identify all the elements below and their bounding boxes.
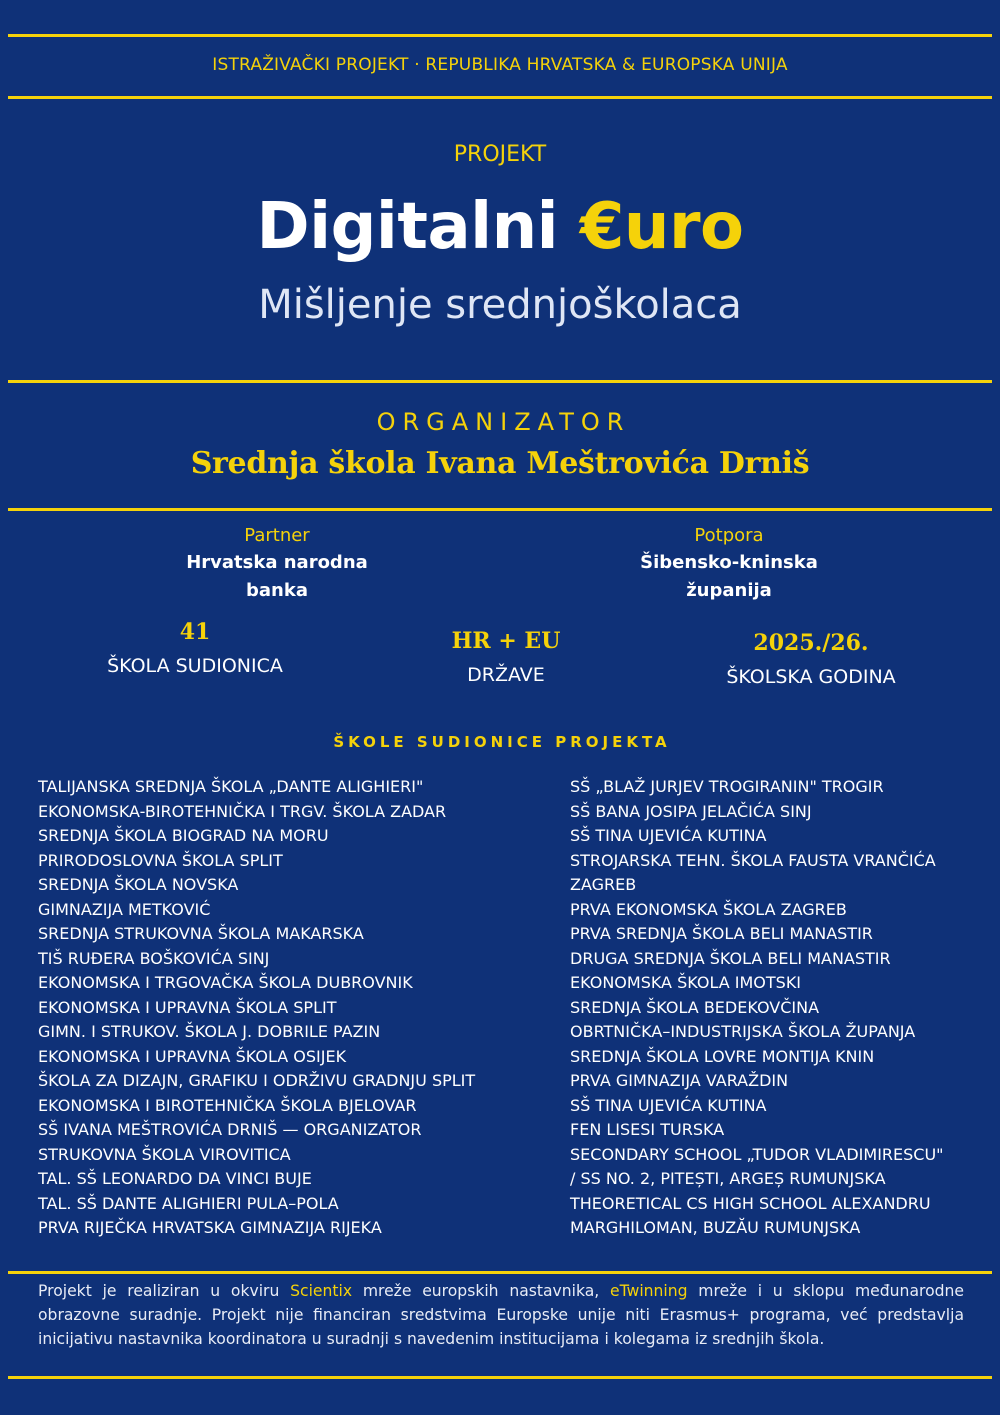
school-list-item: GIMNAZIJA METKOVIĆ bbox=[38, 899, 211, 919]
title-part-1: Digitalni bbox=[256, 190, 580, 264]
school-list-item: SŠ BANA JOSIPA JELAČIĆA SINJ bbox=[570, 801, 812, 821]
top-rule-2 bbox=[8, 96, 992, 99]
school-list-item: EKONOMSKA I UPRAVNA ŠKOLA SPLIT bbox=[38, 997, 337, 1017]
stat-year bbox=[681, 630, 941, 688]
school-list-item: MARGHILOMAN, BUZĂU RUMUNJSKA bbox=[570, 1218, 861, 1237]
support-name bbox=[579, 549, 879, 605]
school-list-item: ZAGREB bbox=[570, 875, 637, 894]
stat-countries-value: HR + EU bbox=[451, 628, 561, 654]
project-label: PROJEKT bbox=[453, 142, 547, 167]
school-list-item: OBRTNIČKA–INDUSTRIJSKA ŠKOLA ŽUPANJA bbox=[570, 1022, 916, 1041]
school-list-item: SŠ „BLAŽ JURJEV TROGIRANIN" TROGIR bbox=[570, 777, 884, 796]
top-rule-1 bbox=[8, 34, 992, 37]
school-list-item: SECONDARY SCHOOL „TUDOR VLADIMIRESCU" bbox=[570, 1144, 944, 1164]
top-banner: ISTRAŽIVAČKI PROJEKT · REPUBLIKA HRVATSKA & EUROPSKA UNIJA bbox=[212, 55, 788, 75]
school-list-item: SŠ TINA UJEVIĆA KUTINA bbox=[570, 1095, 767, 1115]
divider-rule-1 bbox=[8, 380, 992, 383]
stat-countries bbox=[376, 628, 636, 686]
support-label: Potpora bbox=[694, 525, 764, 546]
partner-label: Partner bbox=[244, 525, 310, 546]
stat-schools bbox=[65, 619, 325, 677]
school-list-item: EKONOMSKA I BIROTEHNIČKA ŠKOLA BJELOVAR bbox=[38, 1095, 417, 1115]
stat-schools-value: 41 bbox=[179, 619, 211, 645]
school-list-item: SŠ TINA UJEVIĆA KUTINA bbox=[570, 826, 767, 845]
partner-name-line-2: banka bbox=[246, 580, 308, 601]
school-list-item: PRVA GIMNAZIJA VARAŽDIN bbox=[570, 1071, 789, 1090]
footer-note bbox=[38, 1279, 964, 1351]
partner-block bbox=[127, 525, 427, 605]
schools-heading: ŠKOLE SUDIONICE PROJEKTA bbox=[333, 733, 671, 751]
school-list-item: THEORETICAL CS HIGH SCHOOL ALEXANDRU bbox=[570, 1193, 931, 1213]
organizer-name: Srednja škola Ivana Meštrovića Drniš bbox=[190, 446, 810, 481]
schools-list-left bbox=[38, 775, 538, 1241]
footer-text-2: mreže europskih nastavnika, bbox=[352, 1282, 611, 1300]
school-list-item: FEN LISESI TURSKA bbox=[570, 1120, 725, 1139]
school-list-item: GIMN. I STRUKOV. ŠKOLA J. DOBRILE PAZIN bbox=[38, 1022, 381, 1041]
school-list-item: PRIRODOSLOVNA ŠKOLA SPLIT bbox=[38, 850, 283, 870]
stat-countries-caption: DRŽAVE bbox=[467, 664, 545, 686]
support-name-line-2: županija bbox=[686, 580, 772, 601]
footer-rule-bottom bbox=[8, 1376, 992, 1379]
school-list-item: TAL. SŠ DANTE ALIGHIERI PULA–POLA bbox=[38, 1193, 339, 1213]
school-list-item: EKONOMSKA I UPRAVNA ŠKOLA OSIJEK bbox=[38, 1046, 347, 1066]
title-part-2: €uro bbox=[579, 190, 744, 264]
stat-year-value: 2025./26. bbox=[753, 630, 869, 656]
schools-list-right bbox=[570, 775, 980, 1241]
school-list-item: SREDNJA ŠKOLA NOVSKA bbox=[38, 875, 239, 894]
school-list-item: SREDNJA ŠKOLA BIOGRAD NA MORU bbox=[38, 826, 329, 845]
school-list-item: SREDNJA ŠKOLA LOVRE MONTIJA KNIN bbox=[570, 1046, 875, 1066]
support-name-line-1: Šibensko-kninska bbox=[640, 552, 818, 573]
school-list-item: TALIJANSKA SREDNJA ŠKOLA „DANTE ALIGHIERI" bbox=[38, 777, 424, 796]
school-list-item: TAL. SŠ LEONARDO DA VINCI BUJE bbox=[38, 1169, 312, 1188]
school-list-item: / SS NO. 2, PITEȘTI, ARGEȘ RUMUNJSKA bbox=[570, 1169, 886, 1188]
stat-year-caption: ŠKOLSKA GODINA bbox=[726, 666, 896, 688]
school-list-item: STRUKOVNA ŠKOLA VIROVITICA bbox=[38, 1144, 291, 1164]
school-list-item: SREDNJA STRUKOVNA ŠKOLA MAKARSKA bbox=[38, 924, 364, 943]
school-list-item: EKONOMSKA ŠKOLA IMOTSKI bbox=[570, 973, 802, 992]
page-subtitle: Mišljenje srednjoškolaca bbox=[258, 282, 742, 328]
scientix-link[interactable]: Scientix bbox=[290, 1282, 353, 1300]
school-list-item: EKONOMSKA I TRGOVAČKA ŠKOLA DUBROVNIK bbox=[38, 973, 413, 992]
organizer-label: ORGANIZATOR bbox=[376, 408, 631, 436]
divider-rule-2 bbox=[8, 508, 992, 511]
school-list-item: DRUGA SREDNJA ŠKOLA BELI MANASTIR bbox=[570, 948, 891, 968]
stat-schools-caption: ŠKOLA SUDIONICA bbox=[107, 655, 283, 677]
etwinning-link[interactable]: eTwinning bbox=[610, 1282, 688, 1300]
support-block bbox=[579, 525, 879, 605]
partner-name-line-1: Hrvatska narodna bbox=[186, 552, 368, 573]
school-list-item: PRVA RIJEČKA HRVATSKA GIMNAZIJA RIJEKA bbox=[38, 1218, 382, 1237]
school-list-item: STROJARSKA TEHN. ŠKOLA FAUSTA VRANČIĆA bbox=[570, 850, 936, 870]
footer-text-3: mreže i u sklopu međunarodne obrazovne suradnje. Projekt nije financiran sredstvima Europske unije niti Erasmus+ programa, već predstavlja inicijativu nastavnika koordinatora u suradnji s navedenim institucijama i kolegama iz srednjih škola. bbox=[38, 1282, 964, 1348]
school-list-item: SREDNJA ŠKOLA BEDEKOVČINA bbox=[570, 997, 820, 1017]
school-list-item: EKONOMSKA-BIROTEHNIČKA I TRGV. ŠKOLA ZADAR bbox=[38, 801, 447, 821]
footer-text-1: Projekt je realiziran u okviru bbox=[38, 1282, 291, 1300]
footer-rule-top bbox=[8, 1271, 992, 1274]
school-list-item: SŠ IVANA MEŠTROVIĆA DRNIŠ — ORGANIZATOR bbox=[38, 1120, 422, 1139]
partner-name bbox=[127, 549, 427, 605]
school-list-item: ŠKOLA ZA DIZAJN, GRAFIKU I ODRŽIVU GRADNJU SPLIT bbox=[38, 1071, 476, 1090]
school-list-item: TIŠ RUĐERA BOŠKOVIĆA SINJ bbox=[38, 948, 270, 968]
school-list-item: PRVA EKONOMSKA ŠKOLA ZAGREB bbox=[570, 899, 847, 919]
page-title bbox=[0, 190, 1000, 264]
school-list-item: PRVA SREDNJA ŠKOLA BELI MANASTIR bbox=[570, 924, 873, 943]
